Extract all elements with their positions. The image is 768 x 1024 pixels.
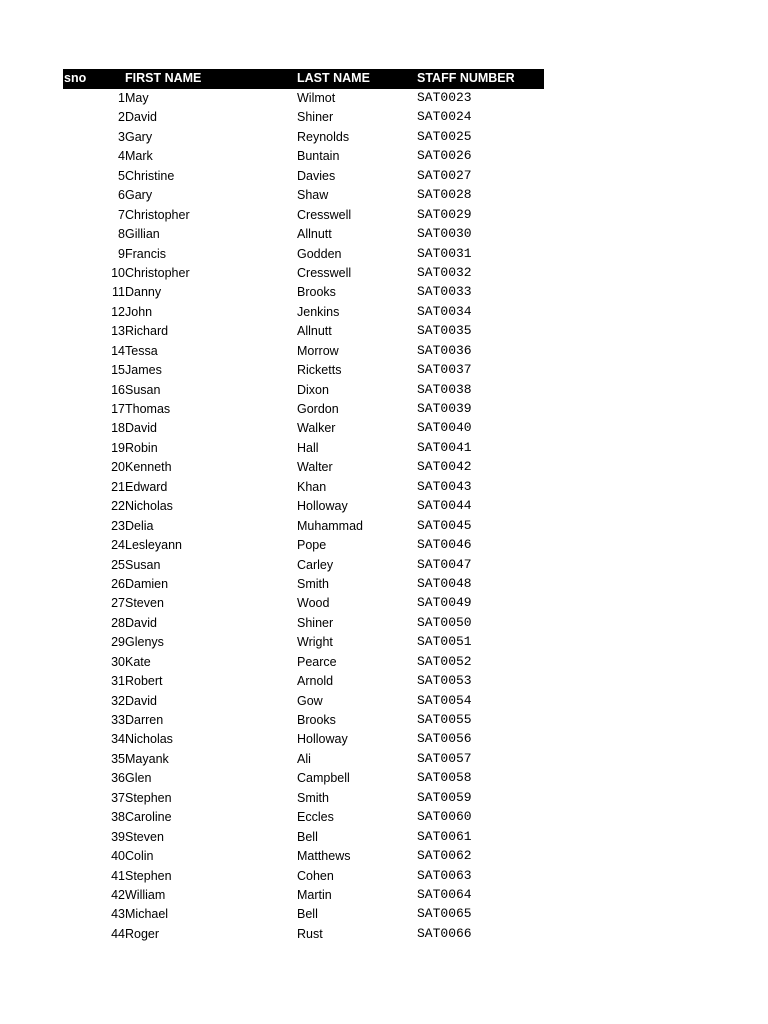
cell-last-name: Bell — [297, 907, 318, 922]
cell-sno: 36 — [111, 771, 125, 786]
cell-first-name: Nicholas — [125, 732, 173, 747]
cell-last-name: Shiner — [297, 110, 334, 125]
cell-first-name: James — [125, 363, 162, 378]
cell-first-name: Christine — [125, 168, 175, 183]
cell-last-name: Cresswell — [297, 207, 352, 222]
cell-staff-number: SAT0062 — [417, 848, 472, 864]
cell-last-name: Jenkins — [297, 304, 340, 319]
cell-sno: 11 — [112, 285, 125, 300]
cell-sno: 2 — [118, 110, 125, 125]
cell-last-name: Carley — [297, 557, 334, 572]
cell-first-name: Gillian — [125, 227, 160, 242]
cell-first-name: William — [125, 887, 166, 902]
cell-first-name: John — [125, 304, 153, 319]
cell-sno: 34 — [111, 732, 125, 747]
cell-last-name: Brooks — [297, 285, 336, 300]
cell-sno: 7 — [118, 207, 125, 222]
cell-first-name: Christopher — [125, 207, 190, 222]
cell-first-name: Glenys — [125, 635, 164, 650]
cell-first-name: Gary — [125, 188, 153, 203]
cell-first-name: Kenneth — [125, 460, 172, 475]
cell-last-name: Wilmot — [297, 91, 336, 105]
cell-first-name: Steven — [125, 829, 164, 844]
header-sno: sno — [64, 71, 87, 85]
cell-sno: 18 — [111, 421, 125, 436]
cell-first-name: May — [125, 91, 149, 105]
cell-staff-number: SAT0051 — [417, 634, 472, 650]
cell-last-name: Pearce — [297, 654, 337, 669]
table-row — [63, 89, 544, 108]
table-row — [63, 905, 544, 924]
cell-sno: 8 — [118, 227, 125, 242]
cell-last-name: Matthews — [297, 849, 351, 864]
cell-staff-number: SAT0049 — [417, 595, 472, 611]
cell-staff-number: SAT0053 — [417, 673, 472, 689]
cell-last-name: Bell — [297, 829, 318, 844]
cell-first-name: Colin — [125, 849, 154, 864]
cell-staff-number: SAT0033 — [417, 284, 472, 300]
cell-staff-number: SAT0029 — [417, 206, 472, 222]
cell-last-name: Gordon — [297, 402, 339, 416]
cell-last-name: Ali — [297, 751, 311, 766]
cell-staff-number: SAT0037 — [417, 362, 472, 378]
table-row — [63, 497, 544, 516]
table-row — [63, 730, 544, 749]
cell-last-name: Arnold — [297, 674, 334, 689]
cell-last-name: Cresswell — [297, 265, 352, 280]
cell-staff-number: SAT0065 — [417, 906, 472, 922]
cell-sno: 22 — [111, 499, 125, 514]
table-row — [63, 264, 544, 283]
cell-staff-number: SAT0047 — [417, 556, 472, 572]
cell-staff-number: SAT0066 — [417, 925, 472, 941]
cell-staff-number: SAT0055 — [417, 712, 472, 727]
table-row — [63, 614, 544, 633]
cell-staff-number: SAT0046 — [417, 537, 472, 553]
cell-sno: 38 — [111, 810, 125, 825]
cell-sno: 16 — [111, 382, 125, 397]
cell-last-name: Eccles — [297, 810, 334, 825]
table-row — [63, 886, 544, 905]
cell-first-name: Edward — [125, 479, 168, 494]
cell-first-name: Delia — [125, 518, 154, 533]
table-row — [63, 342, 544, 361]
table-row — [63, 867, 544, 886]
table-row — [63, 536, 544, 555]
table-row — [63, 128, 544, 147]
cell-last-name: Smith — [297, 790, 329, 805]
cell-last-name: Hall — [297, 440, 319, 455]
cell-first-name: Richard — [125, 324, 169, 339]
table-row — [63, 167, 544, 186]
cell-sno: 26 — [111, 576, 125, 591]
cell-staff-number: SAT0061 — [417, 828, 472, 844]
cell-staff-number: SAT0038 — [417, 381, 472, 397]
cell-last-name: Shaw — [297, 188, 329, 203]
cell-last-name: Gow — [297, 693, 323, 708]
cell-staff-number: SAT0042 — [417, 459, 472, 475]
cell-last-name: Khan — [297, 479, 327, 494]
cell-last-name: Campbell — [297, 771, 350, 786]
cell-first-name: Christopher — [125, 265, 190, 280]
header-staff-number: STAFF NUMBER — [417, 71, 515, 85]
cell-sno: 32 — [111, 693, 125, 708]
cell-sno: 6 — [118, 188, 125, 203]
cell-last-name: Pope — [297, 538, 327, 553]
table-row — [63, 828, 544, 847]
cell-first-name: Mark — [125, 149, 153, 164]
cell-first-name: Stephen — [125, 868, 172, 883]
cell-first-name: Thomas — [125, 402, 171, 416]
cell-sno: 35 — [111, 751, 125, 766]
table-row — [63, 419, 544, 438]
cell-first-name: Glen — [125, 771, 152, 786]
cell-sno: 19 — [111, 440, 125, 455]
cell-staff-number: SAT0034 — [417, 303, 472, 319]
cell-first-name: Gary — [125, 129, 153, 144]
table-row — [63, 847, 544, 866]
header-first-name: FIRST NAME — [125, 71, 202, 85]
table-row — [63, 692, 544, 711]
cell-sno: 25 — [111, 557, 125, 572]
cell-first-name: David — [125, 693, 157, 708]
cell-last-name: Godden — [297, 246, 342, 261]
table-row — [63, 361, 544, 380]
cell-sno: 14 — [111, 343, 125, 358]
cell-last-name: Holloway — [297, 499, 348, 514]
cell-staff-number: SAT0030 — [417, 226, 472, 242]
cell-staff-number: SAT0057 — [417, 750, 472, 766]
cell-sno: 37 — [111, 790, 125, 805]
cell-first-name: Stephen — [125, 790, 172, 805]
cell-last-name: Martin — [297, 887, 332, 902]
cell-first-name: David — [125, 110, 157, 125]
table-row — [63, 381, 544, 400]
cell-sno: 1 — [118, 91, 125, 105]
cell-staff-number: SAT0050 — [417, 614, 472, 630]
cell-last-name: Dixon — [297, 382, 329, 397]
cell-sno: 13 — [111, 324, 125, 339]
cell-last-name: Ricketts — [297, 363, 342, 378]
cell-staff-number: SAT0048 — [417, 575, 472, 591]
table-row — [63, 322, 544, 341]
cell-staff-number: SAT0024 — [417, 109, 472, 125]
table-row — [63, 458, 544, 477]
cell-last-name: Buntain — [297, 149, 340, 164]
cell-first-name: David — [125, 421, 157, 436]
staff-table — [63, 69, 544, 944]
cell-staff-number: SAT0025 — [417, 128, 472, 144]
cell-sno: 4 — [118, 149, 125, 164]
cell-sno: 12 — [111, 304, 125, 319]
cell-last-name: Holloway — [297, 732, 348, 747]
table-row — [63, 245, 544, 264]
cell-first-name: Nicholas — [125, 499, 173, 514]
cell-sno: 29 — [111, 635, 125, 650]
cell-sno: 5 — [118, 168, 125, 183]
cell-first-name: Damien — [125, 576, 169, 591]
cell-sno: 3 — [118, 129, 125, 144]
cell-staff-number: SAT0056 — [417, 731, 472, 747]
table-body — [63, 89, 544, 944]
table-row — [63, 653, 544, 672]
cell-last-name: Rust — [297, 926, 323, 941]
cell-sno: 15 — [111, 363, 125, 378]
cell-staff-number: SAT0058 — [417, 770, 472, 786]
cell-last-name: Cohen — [297, 868, 334, 883]
table-row — [63, 556, 544, 575]
table-row — [63, 633, 544, 652]
cell-staff-number: SAT0039 — [417, 401, 472, 416]
cell-last-name: Reynolds — [297, 129, 350, 144]
cell-sno: 20 — [111, 460, 125, 475]
cell-first-name: Danny — [125, 285, 162, 300]
cell-last-name: Allnutt — [297, 324, 332, 339]
cell-first-name: Susan — [125, 382, 161, 397]
cell-staff-number: SAT0059 — [417, 789, 472, 805]
cell-first-name: Darren — [125, 713, 164, 727]
table-row — [63, 517, 544, 536]
table-row — [63, 711, 544, 730]
table-row — [63, 147, 544, 166]
cell-staff-number: SAT0032 — [417, 264, 472, 280]
cell-staff-number: SAT0027 — [417, 167, 472, 183]
cell-sno: 39 — [111, 829, 125, 844]
cell-sno: 10 — [111, 265, 125, 280]
cell-staff-number: SAT0040 — [417, 420, 472, 436]
table-row — [63, 750, 544, 769]
table-header-row — [63, 69, 544, 89]
table-row — [63, 925, 544, 944]
cell-last-name: Smith — [297, 576, 329, 591]
cell-staff-number: SAT0064 — [417, 886, 472, 902]
cell-sno: 27 — [111, 596, 125, 611]
cell-staff-number: SAT0028 — [417, 187, 472, 203]
cell-sno: 9 — [118, 246, 125, 261]
cell-last-name: Wright — [297, 635, 333, 650]
cell-staff-number: SAT0041 — [417, 439, 472, 455]
cell-last-name: Wood — [297, 596, 330, 611]
table-row — [63, 769, 544, 788]
cell-staff-number: SAT0023 — [417, 90, 472, 105]
cell-staff-number: SAT0052 — [417, 653, 472, 669]
cell-first-name: Robert — [125, 674, 163, 689]
table-row — [63, 594, 544, 613]
cell-staff-number: SAT0035 — [417, 323, 472, 339]
cell-sno: 31 — [111, 674, 125, 689]
cell-sno: 28 — [111, 615, 125, 630]
table-row — [63, 575, 544, 594]
cell-first-name: Tessa — [125, 343, 158, 358]
table-row — [63, 206, 544, 225]
cell-first-name: Roger — [125, 926, 160, 941]
cell-sno: 21 — [111, 479, 125, 494]
cell-sno: 43 — [111, 907, 125, 922]
cell-last-name: Davies — [297, 168, 336, 183]
cell-sno: 44 — [111, 926, 125, 941]
cell-last-name: Brooks — [297, 713, 336, 727]
table-row — [63, 225, 544, 244]
cell-staff-number: SAT0044 — [417, 498, 472, 514]
table-row — [63, 283, 544, 302]
cell-first-name: Mayank — [125, 751, 169, 766]
table-row — [63, 108, 544, 127]
cell-staff-number: SAT0045 — [417, 517, 472, 533]
cell-staff-number: SAT0060 — [417, 809, 472, 825]
cell-staff-number: SAT0054 — [417, 692, 472, 708]
cell-staff-number: SAT0043 — [417, 478, 472, 494]
header-last-name: LAST NAME — [297, 71, 370, 85]
cell-first-name: Susan — [125, 557, 161, 572]
cell-first-name: Steven — [125, 596, 164, 611]
cell-first-name: David — [125, 615, 157, 630]
cell-first-name: Caroline — [125, 810, 172, 825]
cell-sno: 33 — [111, 713, 125, 727]
cell-sno: 24 — [111, 538, 125, 553]
cell-first-name: Francis — [125, 246, 166, 261]
cell-staff-number: SAT0036 — [417, 342, 472, 358]
table-row — [63, 672, 544, 691]
table-row — [63, 439, 544, 458]
table-row — [63, 400, 544, 419]
cell-first-name: Robin — [125, 440, 158, 455]
cell-last-name: Morrow — [297, 343, 339, 358]
cell-last-name: Allnutt — [297, 227, 332, 242]
table-row — [63, 478, 544, 497]
cell-first-name: Kate — [125, 654, 151, 669]
table-row — [63, 186, 544, 205]
cell-first-name: Michael — [125, 907, 169, 922]
cell-first-name: Lesleyann — [125, 538, 182, 553]
cell-last-name: Walter — [297, 460, 333, 475]
cell-last-name: Muhammad — [297, 518, 363, 533]
cell-staff-number: SAT0026 — [417, 148, 472, 164]
cell-sno: 41 — [111, 868, 125, 883]
table-row — [63, 303, 544, 322]
cell-sno: 17 — [111, 402, 125, 416]
cell-last-name: Shiner — [297, 615, 334, 630]
table-row — [63, 808, 544, 827]
table-row — [63, 789, 544, 808]
cell-last-name: Walker — [297, 421, 336, 436]
cell-sno: 23 — [111, 518, 125, 533]
cell-sno: 30 — [111, 654, 125, 669]
cell-staff-number: SAT0031 — [417, 245, 472, 261]
cell-staff-number: SAT0063 — [417, 867, 472, 883]
cell-sno: 42 — [111, 887, 125, 902]
cell-sno: 40 — [111, 849, 125, 864]
